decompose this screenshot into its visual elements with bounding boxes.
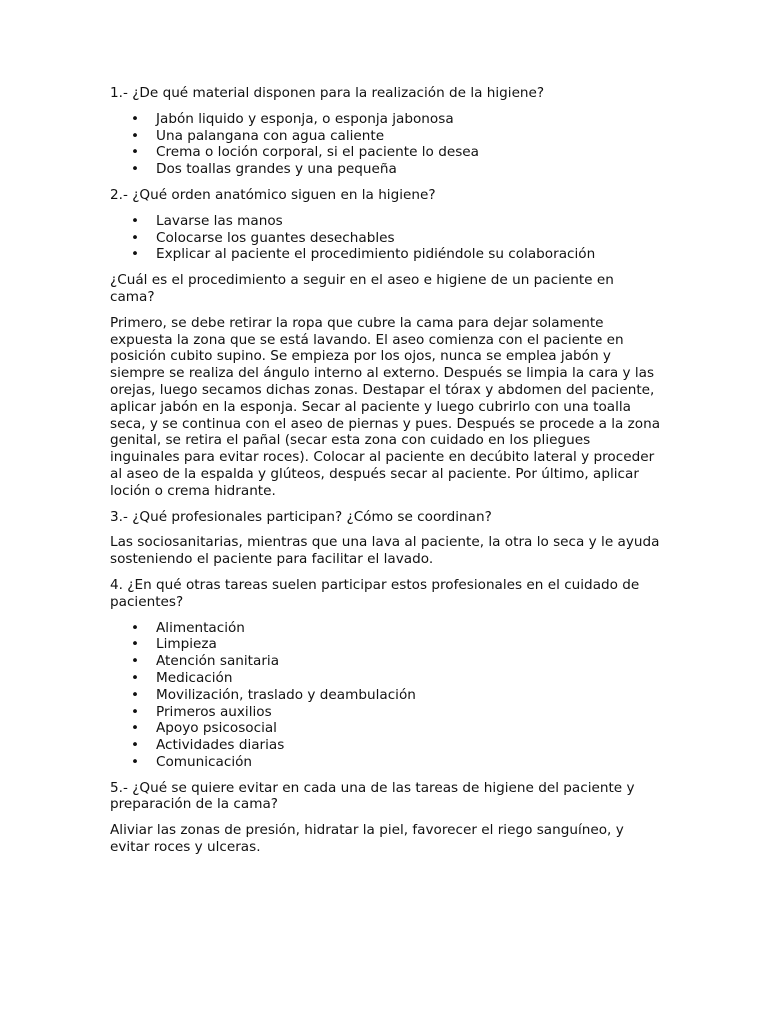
bullet-icon: • xyxy=(131,703,140,720)
bullet-icon: • xyxy=(131,737,140,754)
bullet-icon: • xyxy=(131,144,140,161)
question-2-answer: Primero, se debe retirar la ropa que cubre la cama para dejar solamente expuesta la zona que se está lavando. El aseo comienza con el paciente en posición cubito supino. Se empieza por los ojos, nunca se emplea jabón y siempre se realiza del ángulo interno al externo. Después se limpia la cara y las orejas, luego secamos dichas zonas. Destapar el tórax y abdomen del paciente, aplicar jabón en la esponja. Secar al paciente y luego cubrirlo con una toalla seca, y se continua con el aseo de piernas y pues. Después se procede a la zona genital, se retira el pañal (secar esta zona con cuidado en los pliegues inguinales para evitar roces). Colocar al paciente en decúbito lateral y proceder al aseo de la espalda y glúteos, después secar al paciente. Por último, aplicar loción o crema hidrante. xyxy=(110,314,661,499)
question-5: 5.- ¿Qué se quiere evitar en cada una de las tareas de higiene del paciente y preparación de la cama? xyxy=(110,779,635,813)
bullet-icon: • xyxy=(131,110,140,127)
list-item: • Comunicación xyxy=(131,753,253,770)
list-item: • Lavarse las manos xyxy=(131,212,283,229)
document-page xyxy=(110,85,662,865)
list-item: • Una palangana con agua caliente xyxy=(131,127,385,144)
question-4: 4. ¿En qué otras tareas suelen participar estos profesionales en el cuidado de pacientes? xyxy=(110,576,640,610)
question-2-subquestion: ¿Cuál es el procedimiento a seguir en el aseo e higiene de un paciente en cama? xyxy=(110,272,614,305)
question-2-list xyxy=(110,213,662,263)
bullet-icon: • xyxy=(131,161,140,178)
list-item: • Crema o loción corporal, si el paciente lo desea xyxy=(131,144,479,161)
question-3-answer: Las sociosanitarias, mientras que una lava al paciente, la otra lo seca y le ayuda sosteniendo el paciente para facilitar el lavado. xyxy=(110,534,660,568)
bullet-icon: • xyxy=(131,212,140,229)
bullet-icon: • xyxy=(131,653,140,670)
bullet-icon: • xyxy=(131,720,140,737)
list-item: • Primeros auxilios xyxy=(131,703,272,720)
list-item: • Actividades diarias xyxy=(131,737,285,754)
list-item: • Alimentación xyxy=(131,619,245,636)
bullet-icon: • xyxy=(131,246,140,263)
list-item: • Apoyo psicosocial xyxy=(131,720,277,737)
list-item: • Medicación xyxy=(131,669,233,686)
bullet-icon: • xyxy=(131,669,140,686)
question-2: 2.- ¿Qué orden anatómico siguen en la higiene? xyxy=(110,186,436,203)
list-item: • Jabón liquido y esponja, o esponja jabonosa xyxy=(131,110,454,127)
list-item: • Dos toallas grandes y una pequeña xyxy=(131,161,397,178)
question-1-list xyxy=(110,111,662,178)
question-1: 1.- ¿De qué material disponen para la realización de la higiene? xyxy=(110,85,545,101)
question-5-answer: Aliviar las zonas de presión, hidratar la piel, favorecer el riego sanguíneo, y evitar roces y ulceras. xyxy=(110,822,624,856)
bullet-icon: • xyxy=(131,636,140,653)
list-item: • Movilización, traslado y deambulación xyxy=(131,686,416,703)
list-item: • Explicar al paciente el procedimiento pidiéndole su colaboración xyxy=(131,246,596,263)
list-item: • Colocarse los guantes desechables xyxy=(131,229,395,246)
list-item: • Atención sanitaria xyxy=(131,653,280,670)
bullet-icon: • xyxy=(131,619,140,636)
bullet-icon: • xyxy=(131,229,140,246)
bullet-icon: • xyxy=(131,127,140,144)
question-4-list xyxy=(110,620,662,771)
bullet-icon: • xyxy=(131,686,140,703)
bullet-icon: • xyxy=(131,753,140,770)
question-3: 3.- ¿Qué profesionales participan? ¿Cómo se coordinan? xyxy=(110,508,492,525)
list-item: • Limpieza xyxy=(131,636,217,653)
